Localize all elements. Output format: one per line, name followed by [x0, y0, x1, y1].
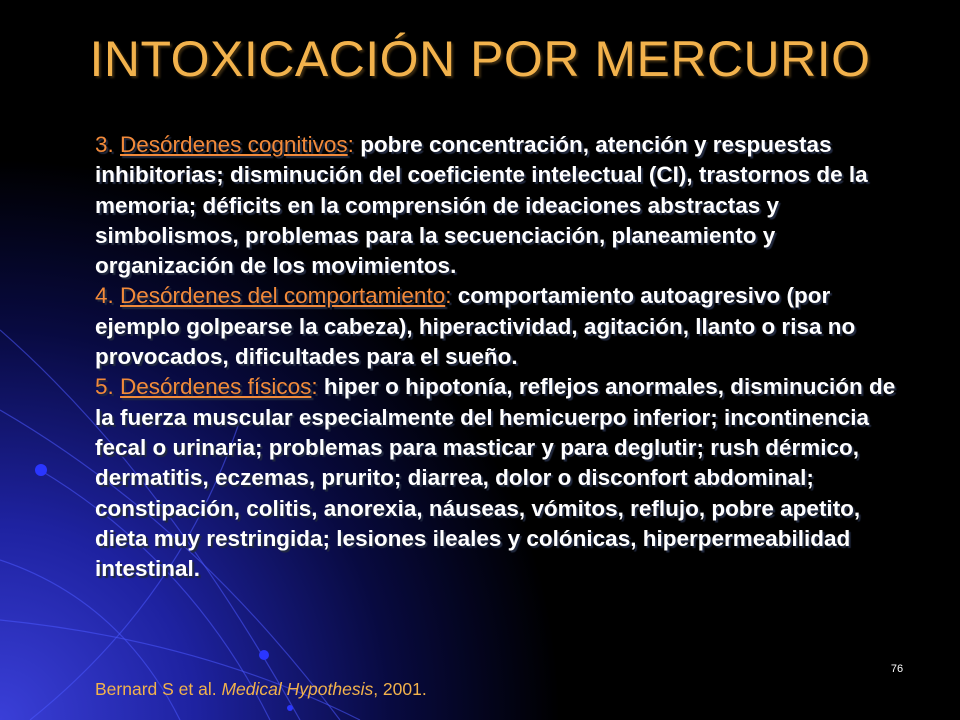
item-heading: Desórdenes del comportamiento: [120, 283, 446, 309]
slide-title: INTOXICACIÓN POR MERCURIO: [89, 31, 871, 87]
citation: [95, 679, 427, 700]
item-number: 4.: [95, 283, 121, 309]
item-text: comportamiento autoagresivo (por ejemplo golpearse la cabeza), hiperactividad, agitación, llanto o risa no provocados, dificultades para el sueño.: [95, 283, 856, 370]
citation-authors: Bernard S et al.: [95, 679, 222, 699]
item-colon: :: [311, 374, 318, 400]
citation-journal: Medical Hypothesis: [221, 679, 374, 699]
item-5: [95, 374, 895, 581]
item-colon: :: [347, 132, 354, 157]
item-number: 5.: [95, 374, 121, 400]
item-4: [95, 283, 855, 369]
item-text: hiper o hipotonía, reflejos anormales, disminución de la fuerza muscular especialmente del hemicuerpo inferior; incontinencia fecal o urinaria; problemas para masticar y para deglutir; rush dérmico, dermatitis, eczemas, prurito; diarrea, dolor o disconfort abdominal; constipación, colitis, anorexia, náuseas, vómitos, reflujo, pobre apetito, dieta muy restringida; lesiones ileales y colónicas, hiperpermeabilidad intestinal.: [95, 374, 896, 582]
item-text: pobre concentración, atención y respuestas inhibitorias; disminución del coeficiente intelectual (CI), trastornos de la memoria; déficits en la comprensión de ideaciones abstractas y simbolismos, problemas para la secuenciación, planeamiento y organización de los movimientos.: [95, 132, 868, 279]
item-heading: Desórdenes cognitivos: [120, 132, 348, 157]
citation-year: , 2001.: [373, 679, 427, 699]
item-3: [95, 132, 868, 278]
item-colon: :: [445, 283, 452, 309]
item-heading: Desórdenes físicos: [120, 374, 312, 400]
page-number: 76: [890, 663, 904, 675]
slide-body: [95, 130, 915, 584]
item-number: 3.: [95, 132, 121, 157]
